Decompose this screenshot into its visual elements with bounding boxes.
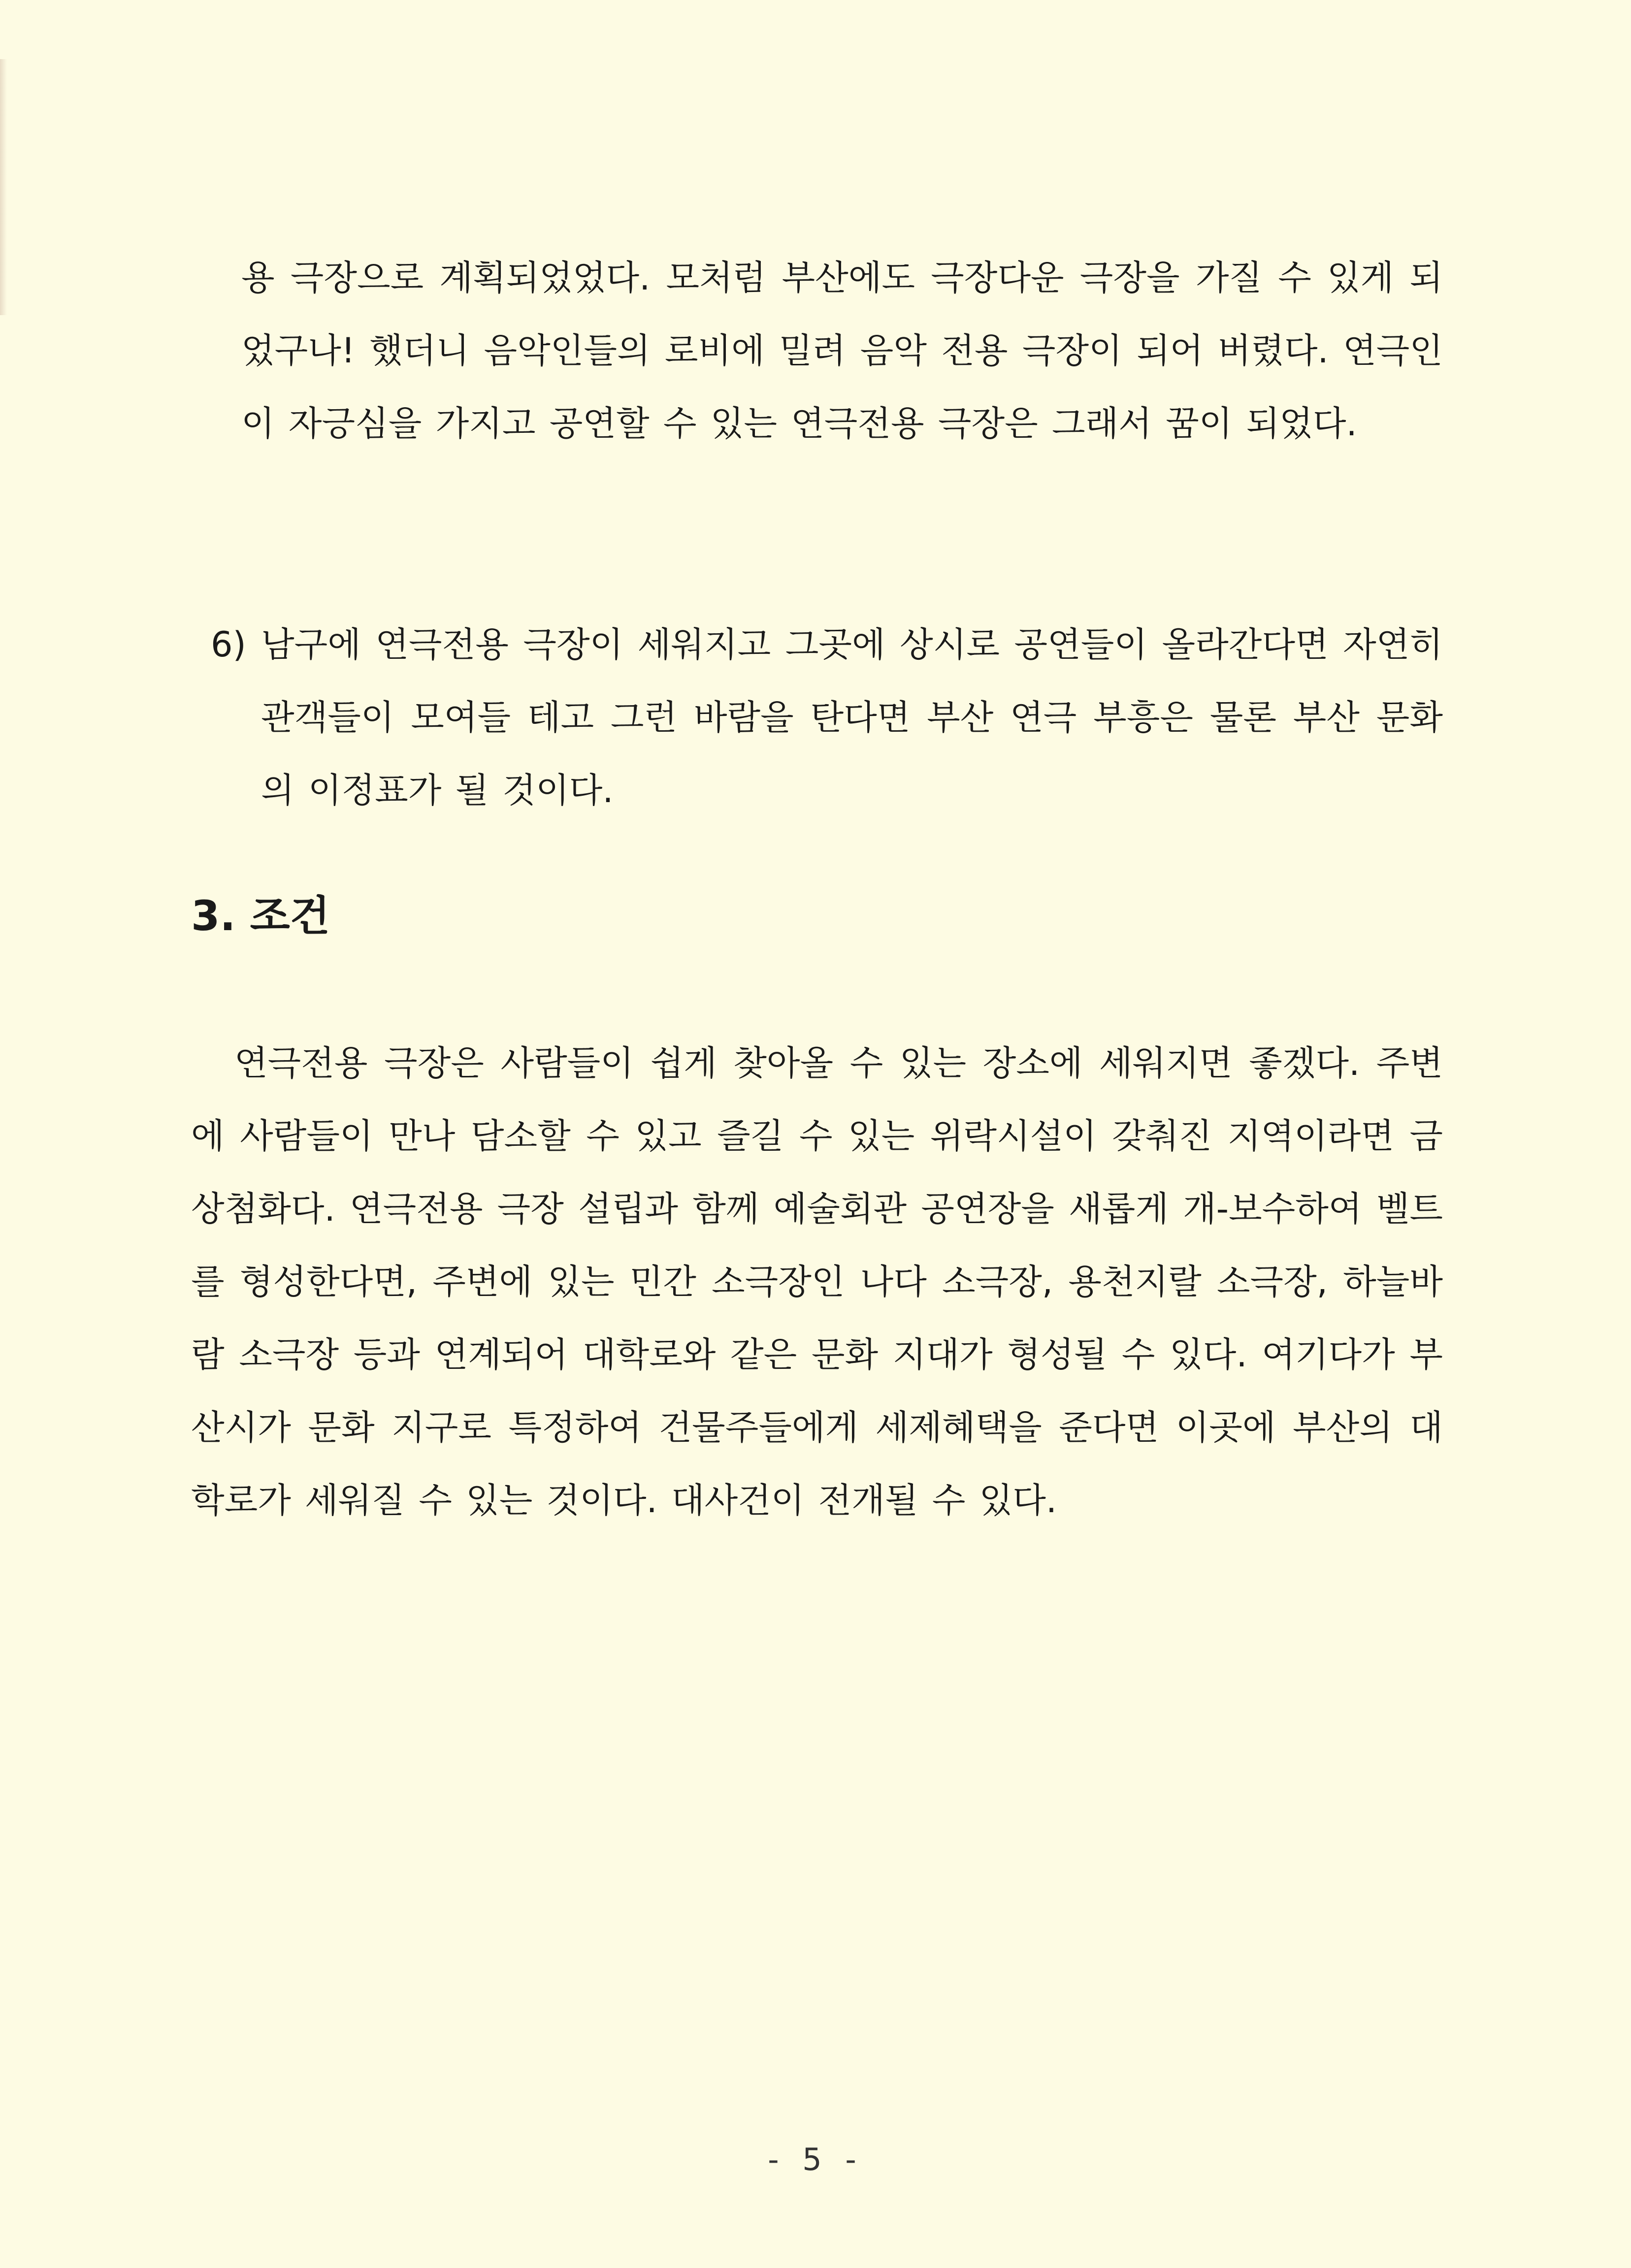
- intro-paragraph: 용 극장으로 계획되었었다. 모처럼 부산에도 극장다운 극장을 가질 수 있게 되었구나! 했더니 음악인들의 로비에 밀려 음악 전용 극장이 되어 버렸다. 연극인이 자긍심을 가지고 공연할 수 있는 연극전용 극장은 그래서 꿈이 되었다.: [241, 258, 1443, 444]
- page-number: - 5 -: [768, 2141, 863, 2177]
- paper-edge-mark: [0, 59, 7, 315]
- list-item-6: [211, 608, 1443, 827]
- conditions-paragraph: 연극전용 극장은 사람들이 쉽게 찾아올 수 있는 장소에 세워지면 좋겠다. 주변에 사람들이 만나 담소할 수 있고 즐길 수 있는 위락시설이 갖춰진 지역이라면 금상첨화다. 연극전용 극장 설립과 함께 예술회관 공연장을 새롭게 개-보수하여 벨트를 형성한다면, 주변에 있는 민간 소극장인 나다 소극장, 용천지랄 소극장, 하늘바람 소극장 등과 연계되어 대학로와 같은 문화 지대가 형성될 수 있다. 여기다가 부산시가 문화 지구로 특정하여 건물주들에게 세제혜택을 준다면 이곳에 부산의 대학로가 세워질 수 있는 것이다. 대사건이 전개될 수 있다.: [191, 1043, 1443, 1521]
- section-heading-conditions: 3. 조건: [191, 892, 330, 940]
- list-item-number: 6): [211, 624, 246, 665]
- list-item-text: 남구에 연극전용 극장이 세워지고 그곳에 상시로 공연들이 올라간다면 자연히 관객들이 모여들 테고 그런 바람을 탄다면 부산 연극 부흥은 물론 부산 문화의 이정표가 될 것이다.: [261, 624, 1443, 810]
